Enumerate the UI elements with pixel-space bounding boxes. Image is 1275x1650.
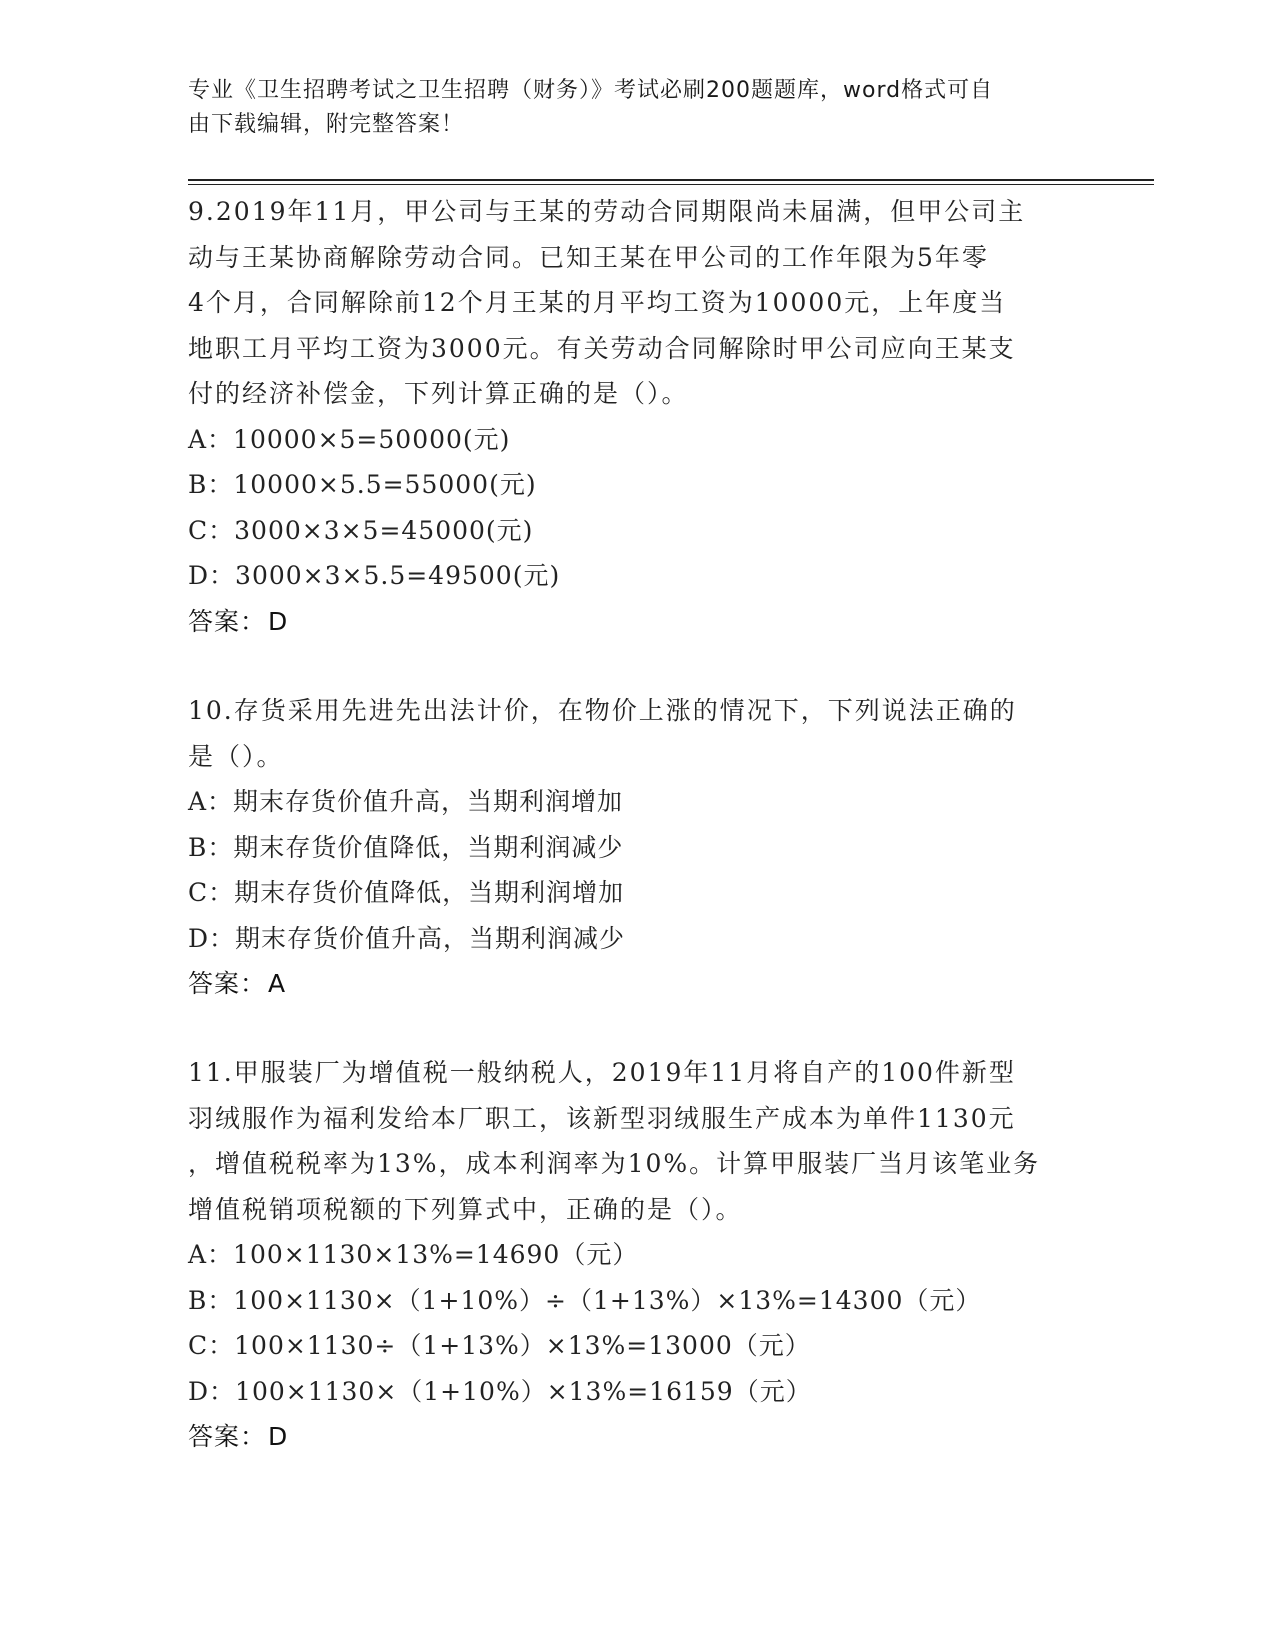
option-d: D：100×1130×（1+10%）×13%=16159（元） <box>188 1376 812 1406</box>
answer-label: 答案： <box>188 606 267 636</box>
answer-value: A <box>268 969 287 998</box>
option-a: A：期末存货价值升高，当期利润增加 <box>188 787 624 816</box>
answer-line <box>188 599 1088 645</box>
option-c: C：期末存货价值降低，当期利润增加 <box>188 878 625 907</box>
option-a: A：100×1130×13%=14690（元） <box>188 1240 639 1269</box>
option-a: A：10000×5=50000(元) <box>188 424 511 454</box>
question-stem-line: 增值税销项税额的下列算式中，正确的是（）。 <box>188 1194 743 1224</box>
question-stem-line: 付的经济补偿金，下列计算正确的是（）。 <box>188 379 689 408</box>
question-stem-line: 羽绒服作为福利发给本厂职工，该新型羽绒服生产成本为单件1130元 <box>188 1103 1016 1133</box>
document-header <box>188 74 1068 142</box>
option-c: C：3000×3×5=45000(元) <box>188 515 534 545</box>
option-d: D：期末存货价值升高，当期利润减少 <box>188 923 626 953</box>
question-9 <box>188 189 1088 644</box>
question-stem-line: 11.甲服装厂为增值税一般纳税人，2019年11月将自产的100件新型 <box>188 1058 1016 1087</box>
header-line-2: 由下载编辑，附完整答案！ <box>188 112 465 137</box>
option-b: B：10000×5.5=55000(元) <box>188 470 537 499</box>
option-d: D：3000×3×5.5=49500(元) <box>188 561 561 590</box>
question-stem-line: 地职工月平均工资为3000元。有关劳动合同解除时甲公司应向王某支 <box>188 333 1016 363</box>
answer-value: D <box>268 606 289 636</box>
answer-line <box>188 1414 1088 1460</box>
header-line-1: 专业《卫生招聘考试之卫生招聘（财务）》考试必刷200题题库，word格式可自 <box>188 78 994 103</box>
question-stem-line: 4个月，合同解除前12个月王某的月平均工资为10000元，上年度当 <box>188 288 1007 317</box>
question-11 <box>188 1050 1088 1460</box>
answer-value: D <box>268 1422 289 1451</box>
answer-line <box>188 961 1088 1007</box>
question-stem-line: 动与王某协商解除劳动合同。已知王某在甲公司的工作年限为5年零 <box>188 242 989 272</box>
header-divider-bottom <box>188 184 1154 185</box>
question-stem-line: ，增值税税率为13%，成本利润率为10%。计算甲服装厂当月该笔业务 <box>188 1149 1041 1178</box>
question-stem-line: 9.2019年11月，甲公司与王某的劳动合同期限尚未届满，但甲公司主 <box>188 197 1026 226</box>
question-stem-line: 10.存货采用先进先出法计价，在物价上涨的情况下，下列说法正确的 <box>188 696 1017 725</box>
header-divider-top <box>188 179 1154 181</box>
question-10 <box>188 688 1088 1007</box>
option-c: C：100×1130÷（1+13%）×13%=13000（元） <box>188 1331 811 1360</box>
option-b: B：100×1130×（1+10%）÷（1+13%）×13%=14300（元） <box>188 1285 982 1315</box>
answer-label: 答案： <box>188 1422 267 1451</box>
question-stem-line: 是（）。 <box>188 741 284 771</box>
answer-label: 答案： <box>188 969 267 998</box>
option-b: B：期末存货价值降低，当期利润减少 <box>188 832 624 862</box>
